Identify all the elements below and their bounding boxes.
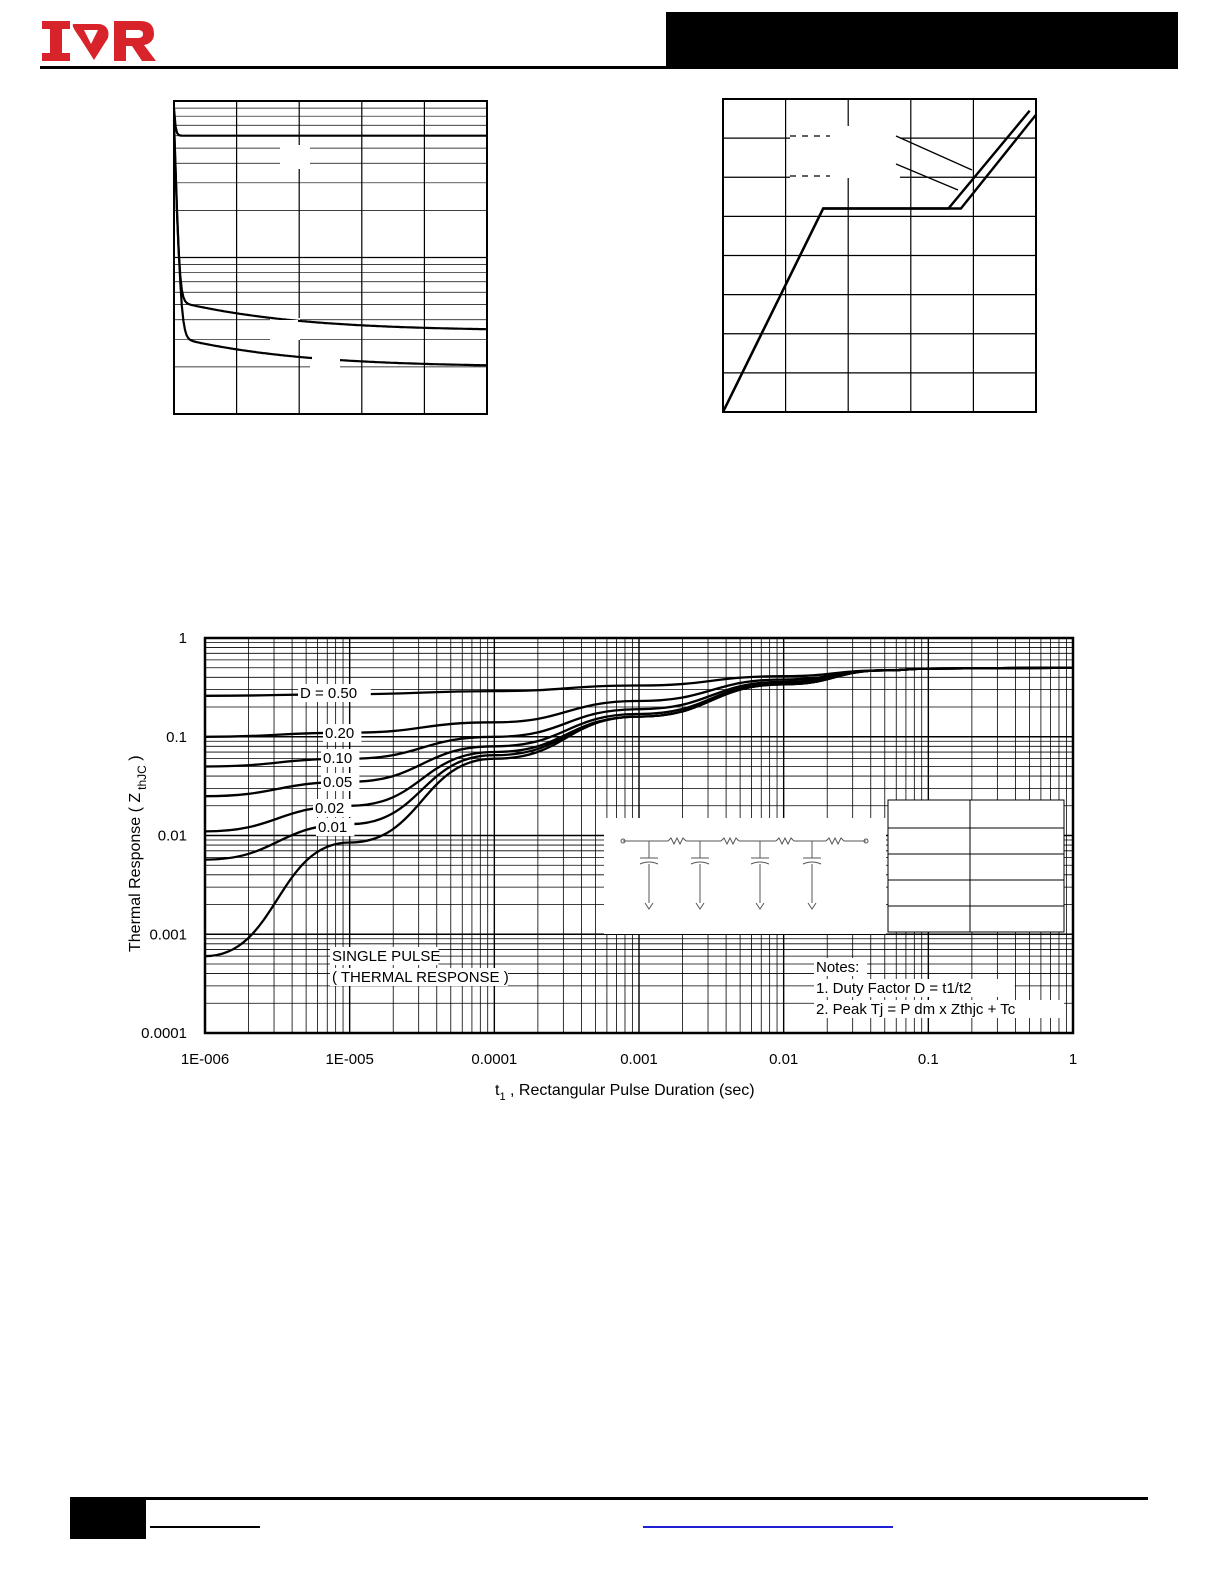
- label-gap: [790, 126, 900, 178]
- header-rule: [40, 66, 668, 69]
- x-tick-label: 1: [1068, 1051, 1078, 1068]
- ior-logo: [40, 18, 160, 64]
- curve-label: D = 0.50: [300, 685, 358, 702]
- curve-label: 0.20: [325, 725, 355, 742]
- series-line-curve-2: [174, 120, 487, 329]
- x-tick-label: 0.01: [769, 1051, 799, 1068]
- rc-values-table: [888, 800, 1064, 932]
- note-text: 1. Duty Factor D = t1/t2: [816, 980, 972, 997]
- rc-network-inset: [604, 818, 886, 934]
- x-tick-label: 0.0001: [471, 1051, 518, 1068]
- curve-label-gap: [272, 320, 298, 336]
- y-tick-label: 0.0001: [141, 1025, 187, 1042]
- footer-doc-rule: [150, 1526, 260, 1528]
- grid: [723, 99, 1036, 412]
- series: [174, 108, 487, 365]
- chart-thermal-response: [120, 620, 1100, 1110]
- rc-inset-bg: [604, 818, 886, 934]
- y-axis-label: Thermal Response ( $Z_{thJC}$ ): [127, 755, 149, 952]
- y-tick-label: 1: [178, 630, 187, 647]
- grid: [174, 101, 487, 414]
- x-axis-label: $t_1$ , Rectangular Pulse Duration (sec): [495, 1082, 755, 1103]
- series-line-curve-1: [174, 108, 487, 136]
- curve-label: 0.10: [323, 750, 353, 767]
- x-tick-label: 0.001: [620, 1051, 658, 1068]
- footer-link-underline[interactable]: [643, 1526, 893, 1528]
- y-tick-label: 0.1: [166, 728, 187, 746]
- curve-label: 0.02: [315, 800, 345, 817]
- footer-rule: [70, 1497, 1148, 1500]
- curve-label-gap: [282, 148, 308, 166]
- y-tick-label: 0.01: [157, 827, 187, 845]
- page-number-box: [70, 1499, 146, 1539]
- x-tick-label: 1E-006: [180, 1051, 230, 1068]
- leader-line: [896, 136, 972, 170]
- logo-glyphs: [42, 21, 156, 61]
- chart-top-right: [710, 88, 1050, 428]
- note-text: Notes:: [816, 959, 860, 976]
- note-text: 2. Peak Tj = P dm x Zthjc + Tc: [816, 1001, 1016, 1018]
- x-tick-label: 0.1: [917, 1051, 939, 1068]
- header-band: [666, 12, 1178, 69]
- y-tick-label: 0.001: [149, 926, 187, 944]
- annotation-text: ( THERMAL RESPONSE ): [332, 969, 509, 986]
- x-tick-label: 1E-005: [325, 1051, 374, 1068]
- chart-top-left: [160, 90, 500, 430]
- curve-label: 0.01: [318, 819, 348, 836]
- curve-label: 0.05: [323, 774, 353, 791]
- annotation-text: SINGLE PULSE: [332, 948, 441, 965]
- curve-label-gap: [312, 348, 340, 366]
